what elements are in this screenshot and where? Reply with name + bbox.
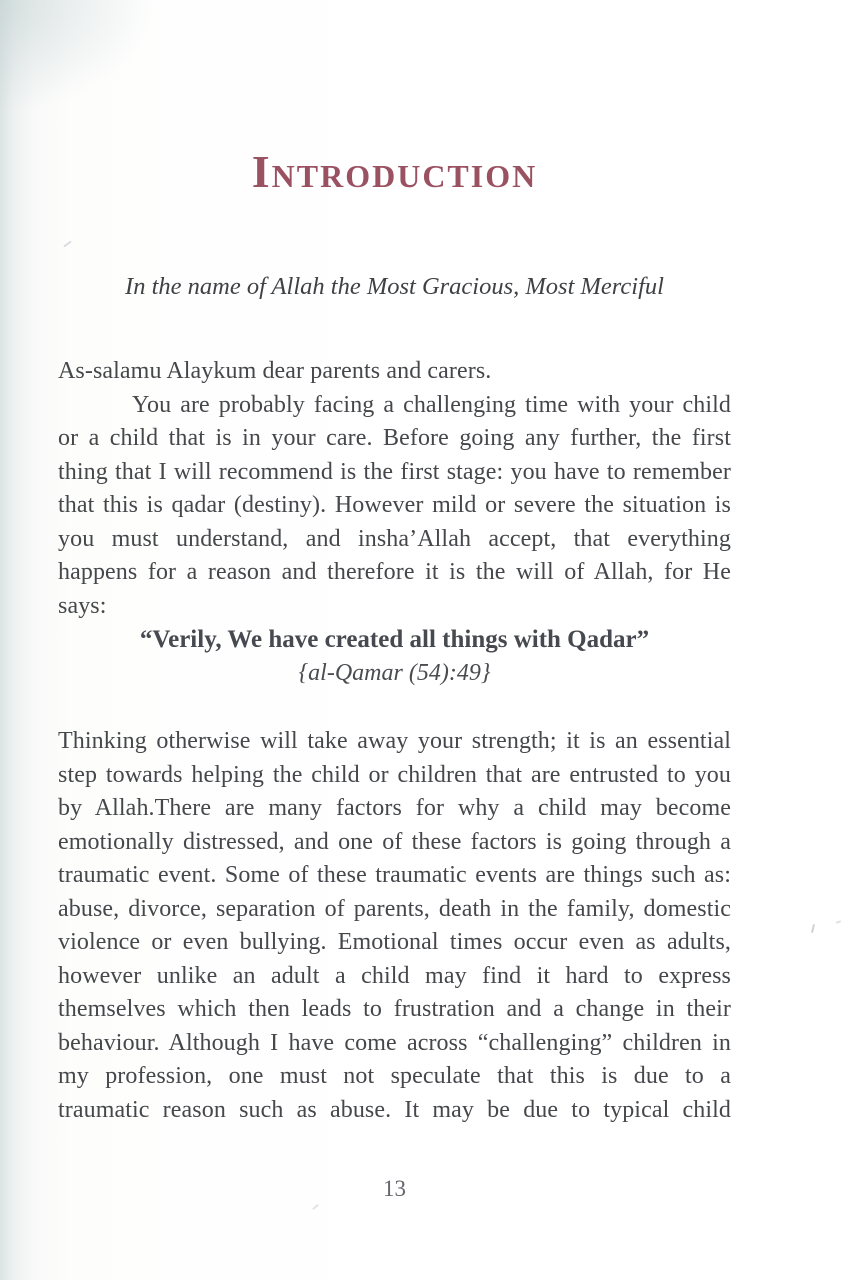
- text-line: emotionally distressed, and one of these factors is going through a: [58, 828, 731, 855]
- quote-citation: {al-Qamar (54):49}: [298, 659, 491, 686]
- text-line: says:: [58, 592, 107, 619]
- paragraph-qadar: [58, 389, 731, 624]
- text-line: themselves which then leads to frustration and a change in their: [58, 996, 731, 1022]
- text-line: abuse, divorce, separation of parents, death in the family, domestic: [58, 895, 731, 922]
- text-line: happens for a reason and therefore it is the will of Allah, for He: [58, 559, 731, 585]
- text-line: behaviour. Although I have come across “challenging” children in: [58, 1029, 731, 1056]
- text-line: As-salamu Alaykum dear parents and carers.: [58, 358, 492, 384]
- scan-artifact: [312, 1204, 319, 1210]
- text-line: step towards helping the child or children that are entrusted to you: [58, 761, 731, 788]
- text-column: [58, 0, 731, 1204]
- text-line: violence or even bullying. Emotional times occur even as adults,: [58, 929, 731, 955]
- paragraph-factors: [58, 725, 731, 1127]
- chapter-title: Introduction: [251, 146, 538, 197]
- text-line: traumatic event. Some of these traumatic events are things such as:: [58, 862, 731, 888]
- paragraph-opening: [58, 355, 731, 389]
- text-line: that this is qadar (destiny). However mild or severe the situation is: [58, 492, 731, 518]
- page-number: 13: [383, 1176, 406, 1201]
- text-line: however unlike an adult a child may find it hard to express: [58, 962, 731, 989]
- quran-quote: “Verily, We have created all things with Qadar”: [139, 626, 650, 653]
- text-line: my profession, one must not speculate that this is due to a: [58, 1063, 731, 1089]
- text-line: or a child that is in your care. Before going any further, the first: [58, 425, 731, 451]
- text-line: You are probably facing a challenging time with your child: [132, 391, 731, 418]
- scan-artifact: [811, 924, 815, 933]
- text-line: you must understand, and insha’Allah accept, that everything: [58, 525, 731, 552]
- text-line: Thinking otherwise will take away your strength; it is an essential: [58, 728, 731, 754]
- scan-artifact: [836, 920, 841, 924]
- text-line: thing that I will recommend is the first stage: you have to remember: [58, 458, 731, 485]
- text-line: by Allah.There are many factors for why a child may become: [58, 795, 731, 821]
- bismillah-line: In the name of Allah the Most Gracious, Most Merciful: [125, 273, 664, 300]
- text-line: traumatic reason such as abuse. It may be due to typical child: [58, 1096, 731, 1123]
